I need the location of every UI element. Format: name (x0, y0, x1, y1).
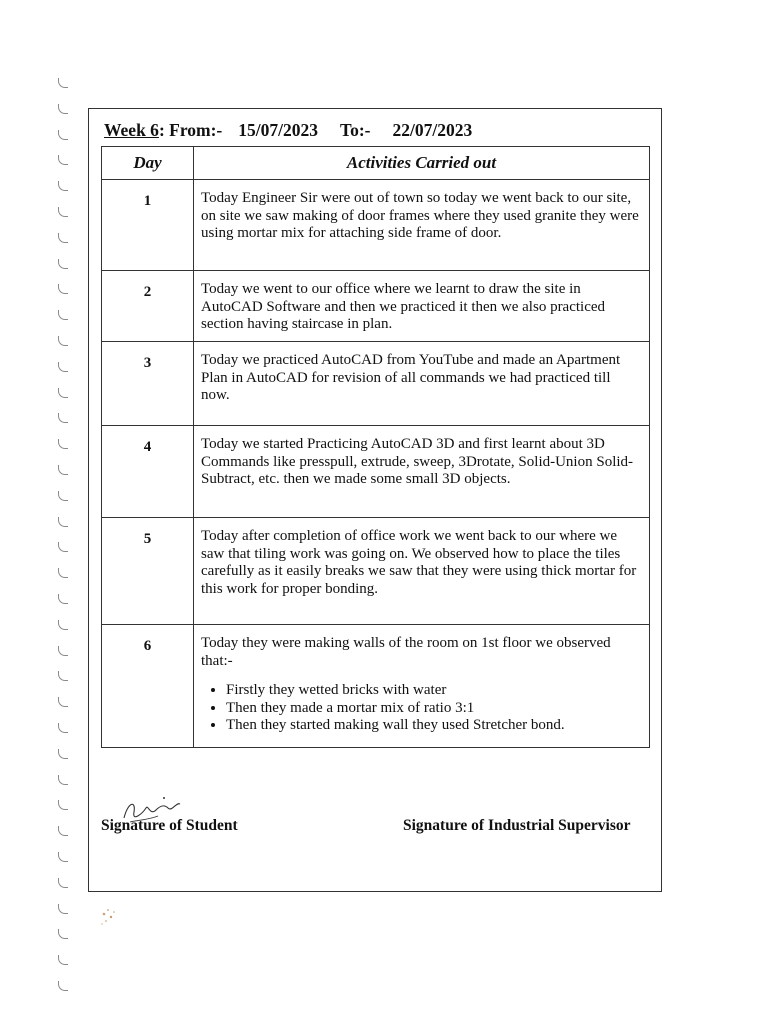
to-date: 22/07/2023 (392, 120, 473, 140)
to-label: To:- (340, 120, 371, 140)
table-row (102, 180, 650, 271)
activities-table (101, 146, 650, 748)
day-header: Day (102, 147, 194, 180)
supervisor-signature-label: Signature of Industrial Supervisor (403, 817, 631, 834)
from-label: : From:- (158, 120, 223, 140)
activity-text: Today we practiced AutoCAD from YouTube and made an Apartment Plan in AutoCAD for revision of all commands we had practiced till now. (194, 342, 650, 426)
week-heading (104, 120, 472, 141)
student-signature-label: Signature of Student (101, 817, 238, 834)
spiral-binding (58, 78, 72, 1007)
activity-text: Today they were making walls of the room on 1st floor we observed that:- (201, 635, 611, 669)
day-number: 3 (102, 342, 194, 426)
activity-text: Today we started Practicing AutoCAD 3D and first learnt about 3D Commands like presspull, extrude, sweep, 3Drotate, Solid-Union Solid-Subtract, etc. then we made some small 3D objects. (194, 426, 650, 518)
table-row (102, 518, 650, 625)
paper-stain (96, 904, 122, 930)
activity-text: Today after completion of office work we went back to our where we saw that tiling work was going on. We observed how to place the tiles carefully as it easily breaks we saw that they were using thick mortar for this work for proper bonding. (194, 518, 650, 625)
bullet-item: • Then they made a mortar mix of ratio 3:1 (226, 700, 641, 718)
activity-text: Today Engineer Sir were out of town so today we went back to our site, on site we saw making of door frames where they used granite they were using mortar mix for attaching side frame of door. (194, 180, 650, 271)
from-date: 15/07/2023 (238, 120, 318, 140)
table-header-row (102, 147, 650, 180)
day-number: 2 (102, 271, 194, 342)
table-row (102, 625, 650, 748)
activities-header: Activities Carried out (194, 147, 650, 180)
day-number: 1 (102, 180, 194, 271)
day-number: 6 (102, 625, 194, 748)
day-number: 5 (102, 518, 194, 625)
table-row (102, 271, 650, 342)
activity-text: Today we went to our office where we learnt to draw the site in AutoCAD Software and then we practiced it then we also practiced section having staircase in plan. (194, 271, 650, 342)
week-label: Week 6 (104, 120, 159, 140)
table-row (102, 426, 650, 518)
activity-bullet-list (201, 682, 641, 735)
bullet-item: • Firstly they wetted bricks with water (226, 682, 641, 700)
bullet-item: • Then they started making wall they used Stretcher bond. (226, 717, 641, 735)
table-row (102, 342, 650, 426)
day-number: 4 (102, 426, 194, 518)
activity-cell (194, 625, 650, 748)
